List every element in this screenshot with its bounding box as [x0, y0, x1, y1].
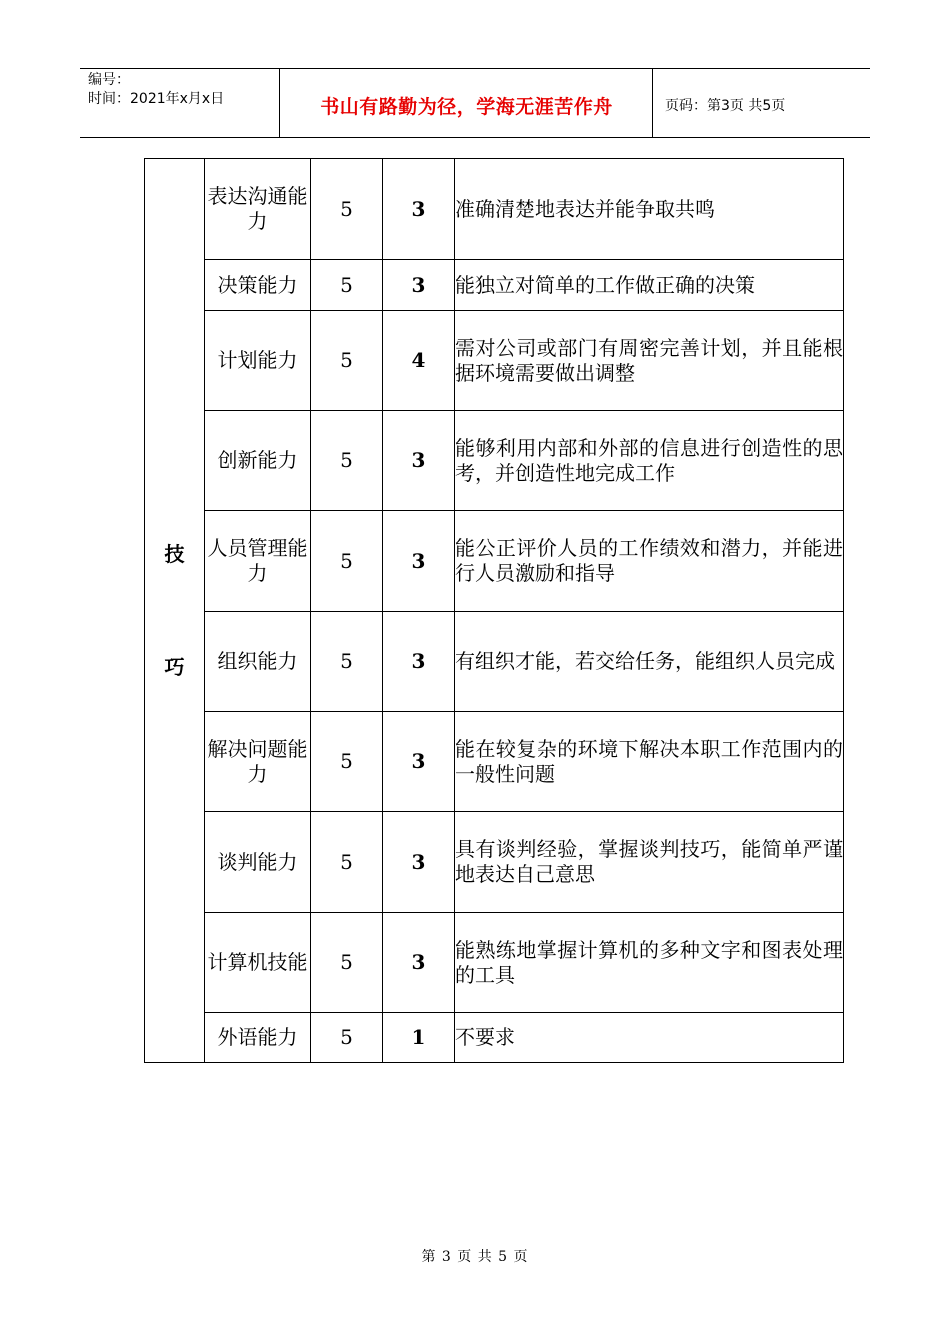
table-row	[145, 1013, 844, 1063]
category-cell	[145, 159, 205, 1063]
table-row	[145, 612, 844, 712]
score: 3	[383, 411, 455, 511]
skill-description: 具有谈判经验，掌握谈判技巧，能简单严谨地表达自己意思	[455, 812, 844, 913]
skill-description: 准确清楚地表达并能争取共鸣	[455, 159, 844, 260]
score: 1	[383, 1013, 455, 1063]
page-header	[80, 68, 870, 138]
skill-name: 决策能力	[205, 260, 311, 311]
header-meta	[80, 69, 280, 137]
full-score: 5	[311, 260, 383, 311]
skills-table	[144, 158, 844, 1063]
time-label: 时间：2021年x月x日	[88, 91, 225, 107]
full-score: 5	[311, 1013, 383, 1063]
full-score: 5	[311, 913, 383, 1013]
score: 4	[383, 311, 455, 411]
full-score: 5	[311, 311, 383, 411]
full-score: 5	[311, 812, 383, 913]
score: 3	[383, 260, 455, 311]
table-row	[145, 712, 844, 812]
table-row	[145, 812, 844, 913]
skill-name: 谈判能力	[205, 812, 311, 913]
table-row	[145, 260, 844, 311]
score: 3	[383, 913, 455, 1013]
skill-name: 组织能力	[205, 612, 311, 712]
full-score: 5	[311, 612, 383, 712]
page-footer: 第 3 页 共 5 页	[421, 1249, 529, 1265]
skill-description: 不要求	[455, 1013, 844, 1063]
full-score: 5	[311, 511, 383, 612]
skill-description: 能够利用内部和外部的信息进行创造性的思考，并创造性地完成工作	[455, 411, 844, 511]
skill-name: 外语能力	[205, 1013, 311, 1063]
score: 3	[383, 612, 455, 712]
header-motto: 书山有路勤为径，学海无涯苦作舟	[281, 69, 653, 137]
score: 3	[383, 712, 455, 812]
skill-name: 解决问题能力	[205, 712, 311, 812]
skill-name: 计算机技能	[205, 913, 311, 1013]
serial-label: 编号：	[88, 72, 130, 88]
full-score: 5	[311, 411, 383, 511]
skill-description: 有组织才能，若交给任务，能组织人员完成	[455, 612, 844, 712]
score: 3	[383, 511, 455, 612]
skill-name: 创新能力	[205, 411, 311, 511]
full-score: 5	[311, 712, 383, 812]
score: 3	[383, 812, 455, 913]
skill-name: 人员管理能力	[205, 511, 311, 612]
header-page-info: 页码：第3页 共5页	[665, 98, 786, 114]
category-char: 技	[164, 541, 185, 566]
skill-description: 需对公司或部门有周密完善计划，并且能根据环境需要做出调整	[455, 311, 844, 411]
skill-description: 能公正评价人员的工作绩效和潜力，并能进行人员激励和指导	[455, 511, 844, 612]
skill-description: 能在较复杂的环境下解决本职工作范围内的一般性问题	[455, 712, 844, 812]
table-row	[145, 311, 844, 411]
score: 3	[383, 159, 455, 260]
table-row	[145, 913, 844, 1013]
skill-name: 计划能力	[205, 311, 311, 411]
table-row	[145, 159, 844, 260]
skill-name: 表达沟通能力	[205, 159, 311, 260]
skill-description: 能独立对简单的工作做正确的决策	[455, 260, 844, 311]
table-row	[145, 411, 844, 511]
table-row	[145, 511, 844, 612]
skill-description: 能熟练地掌握计算机的多种文字和图表处理的工具	[455, 913, 844, 1013]
category-char: 巧	[164, 654, 185, 679]
full-score: 5	[311, 159, 383, 260]
